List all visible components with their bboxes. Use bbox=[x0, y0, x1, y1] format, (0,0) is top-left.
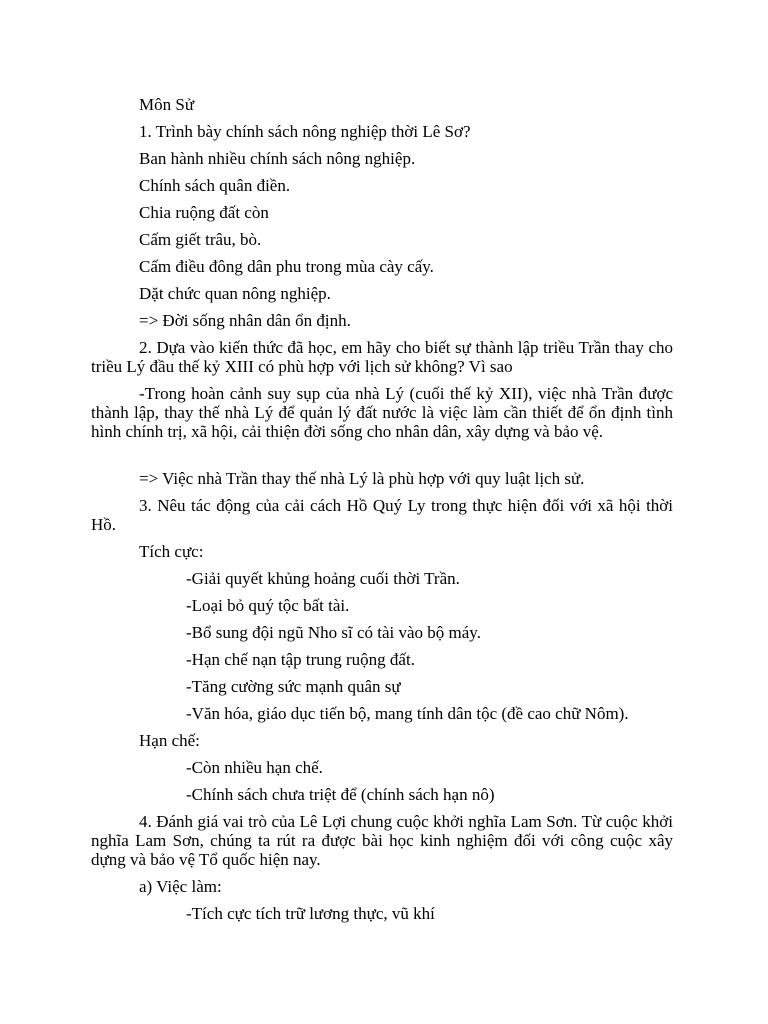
q1-line: Chính sách quân điền. bbox=[139, 176, 291, 195]
q3-positive-item: -Hạn chế nạn tập trung ruộng đất. bbox=[186, 650, 415, 669]
q4-item: -Tích cực tích trữ lương thực, vũ khí bbox=[186, 904, 435, 923]
q2-answer: -Trong hoàn cảnh suy sụp của nhà Lý (cuối thế kỷ XII), việc nhà Trần được thành lập, thay thế nhà Lý để quản lý đất nước là việc làm cần thiết để ổn định tình hình chính trị, xã hội, cải thiện đời sống cho nhân dân, xây dựng và bảo vệ. bbox=[91, 384, 673, 441]
q2-conclusion: => Việc nhà Trần thay thế nhà Lý là phù hợp với quy luật lịch sử. bbox=[139, 469, 585, 488]
q3-positive-item: -Loại bỏ quý tộc bất tài. bbox=[186, 596, 350, 615]
q4-sub-heading: a) Việc làm: bbox=[139, 877, 222, 896]
q3-limit-heading: Hạn chế: bbox=[139, 731, 200, 750]
q1-conclusion: => Đời sống nhân dân ổn định. bbox=[139, 311, 351, 330]
q3-limit-item: -Còn nhiều hạn chế. bbox=[186, 758, 323, 777]
q3-positive-item: -Bổ sung đội ngũ Nho sĩ có tài vào bộ máy. bbox=[186, 623, 481, 642]
question-2: 2. Dựa vào kiến thức đã học, em hãy cho biết sự thành lập triều Trần thay cho triều Lý đầu thế kỷ XIII có phù hợp với lịch sử không? Vì sao bbox=[91, 338, 673, 376]
q1-line: Ban hành nhiều chính sách nông nghiệp. bbox=[139, 149, 416, 168]
q3-positive-item: -Văn hóa, giáo dục tiến bộ, mang tính dân tộc (đề cao chữ Nôm). bbox=[186, 704, 629, 723]
q3-positive-item: -Giải quyết khủng hoảng cuối thời Trần. bbox=[186, 569, 460, 588]
q3-positive-heading: Tích cực: bbox=[139, 542, 204, 561]
q1-line: Chia ruộng đất còn bbox=[139, 203, 269, 222]
q1-line: Cấm giết trâu, bò. bbox=[139, 230, 262, 249]
question-3: 3. Nêu tác động của cải cách Hồ Quý Ly trong thực hiện đối với xã hội thời Hồ. bbox=[91, 496, 673, 534]
question-4: 4. Đánh giá vai trò của Lê Lợi chung cuộc khởi nghĩa Lam Sơn. Từ cuộc khởi nghĩa Lam Sơn, chúng ta rút ra được bài học kinh nghiệm đối với công cuộc xây dựng và bảo vệ Tổ quốc hiện nay. bbox=[91, 812, 673, 869]
q1-line: Dặt chức quan nông nghiệp. bbox=[139, 284, 331, 303]
q1-line: Cấm điều đông dân phu trong mùa cày cấy. bbox=[139, 257, 434, 276]
q3-limit-item: -Chính sách chưa triệt để (chính sách hạn nô) bbox=[186, 785, 495, 804]
document-title: Môn Sử bbox=[139, 95, 195, 114]
q3-positive-item: -Tăng cường sức mạnh quân sự bbox=[186, 677, 401, 696]
question-1: 1. Trình bày chính sách nông nghiệp thời Lê Sơ? bbox=[139, 122, 471, 141]
